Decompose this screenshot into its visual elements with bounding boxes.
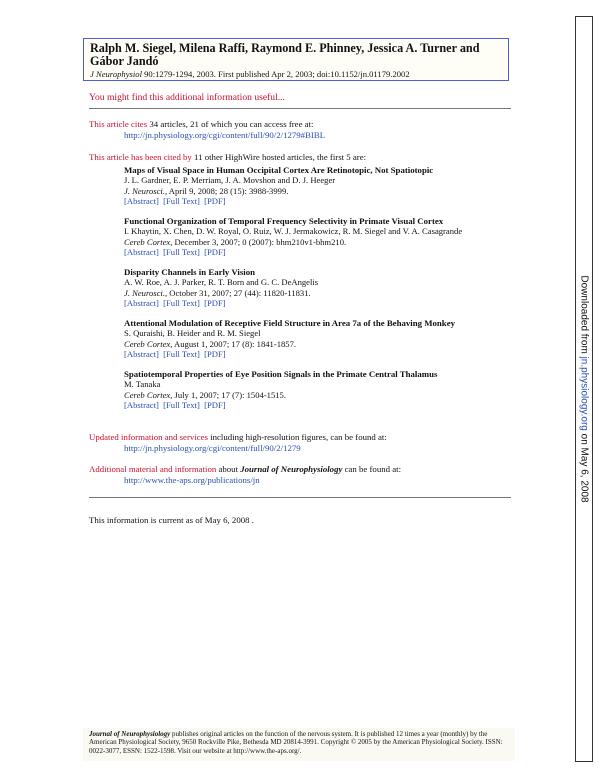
current-as-of: This information is current as of May 6, 2008 .	[89, 515, 254, 525]
journal-abbrev: J Neurophysiol	[90, 69, 142, 79]
full-text-link[interactable]: [Full Text]	[163, 400, 200, 410]
cited-article-title: Functional Organization of Temporal Frequency Selectivity in Primate Visual Cortex	[124, 215, 444, 226]
pdf-link[interactable]: [PDF]	[204, 349, 226, 359]
full-text-link[interactable]: [Full Text]	[163, 247, 200, 257]
cited-article-title: Maps of Visual Space in Human Occipital Cortex Are Retinotopic, Not Spatiotopic	[124, 164, 434, 175]
full-text-link[interactable]: [Full Text]	[163, 196, 200, 206]
download-sidebar	[575, 16, 593, 762]
download-post: on May 6, 2008	[578, 430, 590, 503]
pdf-link[interactable]: [PDF]	[204, 196, 226, 206]
cited-article-title: Spatiotemporal Properties of Eye Position Signals in the Primate Central Thalamus	[124, 368, 438, 379]
download-site-link[interactable]: jn.physiology.org	[578, 356, 590, 431]
additional-link[interactable]: http://www.the-aps.org/publications/jn	[124, 474, 260, 485]
abstract-link[interactable]: [Abstract]	[124, 196, 159, 206]
cited-article-journal: Cereb Cortex	[124, 338, 171, 349]
cited-article-authors: J. L. Gardner, E. P. Merriam, J. A. Movshon and D. J. Heeger	[124, 175, 336, 185]
full-text-link[interactable]: [Full Text]	[163, 349, 200, 359]
abstract-link[interactable]: [Abstract]	[124, 349, 159, 359]
updated-text: including high-resolution figures, can be found at:	[207, 432, 387, 442]
article-citation	[90, 69, 502, 80]
cited-article-ref: , July 1, 2007; 17 (7): 1504-1515.	[170, 389, 287, 400]
cited-article-ref: , October 31, 2007; 27 (44): 11820-11831.	[164, 287, 311, 298]
footer-text: publishes original articles on the function of the nervous system. It is published 12 times a year (monthly) by the American Physiological Society, 9650 Rockville Pike, Bethesda MD 20814-3991. Copyright © 2005 by the American Physiological Society. ISSN: 0022-3077, ESSN: 1522-1598. Visit our website at http://www.the-aps.org/.	[89, 730, 503, 755]
download-pre: Downloaded from	[578, 275, 590, 357]
cites-text: 34 articles, 21 of which you can access free at:	[147, 119, 314, 129]
cites-section	[89, 119, 325, 140]
abstract-link[interactable]: [Abstract]	[124, 298, 159, 308]
cited-article-ref: , December 3, 2007; 0 (2007): bhm210v1-bhm210.	[170, 236, 347, 247]
cited-article-authors: A. W. Roe, A. J. Parker, R. T. Born and G. C. DeAngelis	[124, 277, 319, 287]
cited-article-journal: J. Neurosci.	[124, 287, 165, 298]
additional-journal: Journal of Neurophysiology	[240, 464, 343, 474]
cited-article-title: Disparity Channels in Early Vision	[124, 266, 256, 277]
cited-article-authors: S. Quraishi, B. Heider and R. M. Siegel	[124, 328, 261, 338]
download-note	[579, 275, 590, 502]
cited-article-journal: Cereb Cortex	[124, 389, 171, 400]
updated-label: Updated information and services	[89, 432, 208, 442]
cited-article-journal: J. Neurosci.	[124, 185, 165, 196]
article-authors: Ralph M. Siegel, Milena Raffi, Raymond E. Phinney, Jessica A. Turner and Gábor Jandó	[90, 41, 480, 68]
cited-article	[124, 165, 484, 207]
divider-top	[89, 108, 511, 109]
citation-details: 90:1279-1294, 2003. First published Apr 2, 2003; doi:10.1152/jn.01179.2002	[141, 69, 410, 79]
full-text-link[interactable]: [Full Text]	[163, 298, 200, 308]
divider-bottom	[89, 497, 511, 498]
cited-by-label: This article has been cited by	[89, 152, 192, 162]
article-header	[83, 38, 509, 81]
additional-label: Additional material and information	[89, 464, 217, 474]
cited-article-authors: I. Khaytin, X. Chen, D. W. Royal, O. Ruiz, W. J. Jermakowicz, R. M. Siegel and V. A. Casagrande	[124, 226, 463, 236]
cited-article-title: Attentional Modulation of Receptive Field Structure in Area 7a of the Behaving Monkey	[124, 317, 456, 328]
additional-section	[89, 464, 401, 485]
pdf-link[interactable]: [PDF]	[204, 400, 226, 410]
additional-text-post: can be found at:	[342, 464, 402, 474]
cites-label: This article cites	[89, 119, 148, 129]
cited-article-authors: M. Tanaka	[124, 379, 161, 389]
cites-link[interactable]: http://jn.physiology.org/cgi/content/full/90/2/1279#BIBL	[124, 129, 326, 140]
cited-article-ref: , August 1, 2007; 17 (8): 1841-1857.	[170, 338, 297, 349]
updated-section	[89, 432, 387, 453]
abstract-link[interactable]: [Abstract]	[124, 400, 159, 410]
cited-article-journal: Cereb Cortex	[124, 236, 171, 247]
useful-heading: You might find this additional information useful...	[89, 92, 285, 103]
pdf-link[interactable]: [PDF]	[204, 298, 226, 308]
cited-article	[124, 267, 484, 309]
cited-article	[124, 369, 484, 411]
pdf-link[interactable]: [PDF]	[204, 247, 226, 257]
cited-article-ref: , April 9, 2008; 28 (15): 3988-3999.	[164, 185, 289, 196]
footer-note	[89, 730, 512, 755]
updated-link[interactable]: http://jn.physiology.org/cgi/content/full/90/2/1279	[124, 442, 301, 453]
footer-journal: Journal of Neurophysiology	[89, 730, 171, 738]
cited-article	[124, 216, 484, 258]
cited-article	[124, 318, 484, 360]
abstract-link[interactable]: [Abstract]	[124, 247, 159, 257]
additional-text-pre: about	[216, 464, 241, 474]
cited-by-text: 11 other HighWire hosted articles, the first 5 are:	[191, 152, 367, 162]
cited-by-section	[89, 152, 484, 411]
